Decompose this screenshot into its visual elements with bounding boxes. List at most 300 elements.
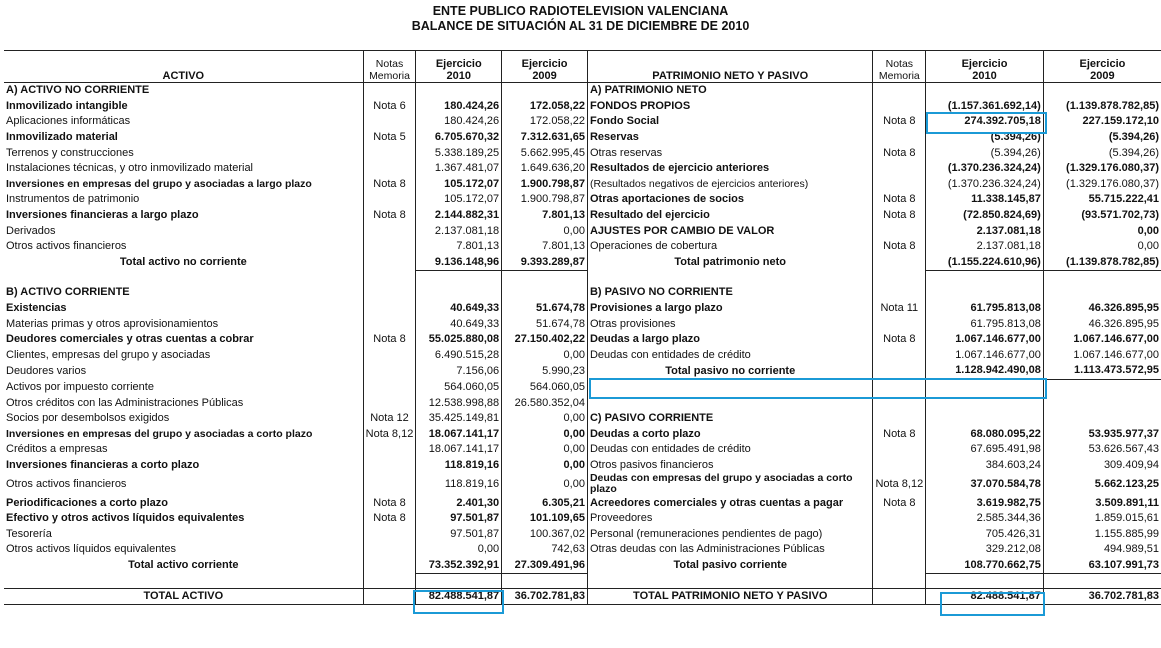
activo-value-2010: 564.060,05	[416, 379, 502, 395]
pasivo-value-2009	[1043, 395, 1161, 411]
pasivo-value-2010: 705.426,31	[926, 526, 1044, 542]
empty-cell	[587, 271, 873, 286]
pasivo-nota	[873, 589, 926, 605]
activo-value-2009: 0,00	[502, 473, 588, 495]
pasivo-value-2009: 309.409,94	[1043, 458, 1161, 474]
pasivo-value-2010: 3.619.982,75	[926, 495, 1044, 511]
table-row	[4, 473, 1161, 495]
pasivo-nota	[873, 542, 926, 558]
activo-value-2010: 180.424,26	[416, 114, 502, 130]
activo-value-2009: 101.109,65	[502, 511, 588, 527]
empty-cell	[1043, 271, 1161, 286]
pasivo-label: Proveedores	[587, 511, 873, 527]
pasivo-nota	[873, 255, 926, 271]
activo-header: ACTIVO	[4, 51, 363, 83]
table-row	[4, 495, 1161, 511]
pasivo-label: Deudas con entidades de crédito	[587, 442, 873, 458]
activo-value-2009	[502, 83, 588, 99]
pasivo-value-2010: 67.695.491,98	[926, 442, 1044, 458]
table-row	[4, 255, 1161, 271]
pasivo-value-2010: (1.370.236.324,24)	[926, 161, 1044, 177]
activo-nota: Nota 6	[363, 99, 416, 115]
table-row	[4, 558, 1161, 574]
pasivo-nota: Nota 8	[873, 426, 926, 442]
activo-value-2010: 118.819,16	[416, 473, 502, 495]
pasivo-value-2009: 1.859.015,61	[1043, 511, 1161, 527]
pasivo-label: Deudas a largo plazo	[587, 332, 873, 348]
ejercicio-2010-header: Ejercicio 2010	[926, 51, 1044, 83]
pasivo-nota	[873, 526, 926, 542]
activo-label: Otros activos financieros	[6, 240, 127, 253]
pasivo-value-2010: 37.070.584,78	[926, 473, 1044, 495]
activo-nota	[363, 285, 416, 301]
pasivo-value-2009: 46.326.895,95	[1043, 316, 1161, 332]
activo-value-2010: 97.501,87	[416, 526, 502, 542]
activo-value-2009: 0,00	[502, 442, 588, 458]
activo-label: Total activo no corriente	[119, 256, 247, 269]
pasivo-label: B) PASIVO NO CORRIENTE	[587, 285, 873, 301]
pasivo-nota: Nota 8	[873, 192, 926, 208]
activo-nota	[363, 114, 416, 130]
pasivo-nota: Nota 8	[873, 208, 926, 224]
empty-cell	[926, 271, 1044, 286]
pasivo-label: Deudas a corto plazo	[587, 426, 873, 442]
pasivo-nota	[873, 130, 926, 146]
pasivo-label: Resultado del ejercicio	[587, 208, 873, 224]
activo-value-2009: 27.150.402,22	[502, 332, 588, 348]
pasivo-value-2009: 227.159.172,10	[1043, 114, 1161, 130]
activo-value-2010: 18.067.141,17	[416, 442, 502, 458]
activo-nota: Nota 8	[363, 495, 416, 511]
pasivo-header: PATRIMONIO NETO Y PASIVO	[587, 51, 873, 83]
empty-cell	[502, 271, 588, 286]
activo-value-2010: 1.367.481,07	[416, 161, 502, 177]
notas-header: Notas Memoria	[873, 51, 926, 83]
table-row	[4, 301, 1161, 317]
activo-nota	[363, 255, 416, 271]
pasivo-value-2010: 11.338.145,87	[926, 192, 1044, 208]
pasivo-label: Provisiones a largo plazo	[587, 301, 873, 317]
empty-cell	[416, 271, 502, 286]
pasivo-value-2009	[1043, 411, 1161, 427]
activo-nota: Nota 8	[363, 332, 416, 348]
pasivo-nota	[873, 348, 926, 364]
empty-cell	[363, 271, 416, 286]
pasivo-label: FONDOS PROPIOS	[587, 99, 873, 115]
pasivo-label: Deudas con empresas del grupo y asociadas a corto plazo	[587, 473, 873, 495]
table-row	[4, 395, 1161, 411]
activo-value-2009: 6.305,21	[502, 495, 588, 511]
activo-value-2009: 51.674,78	[502, 316, 588, 332]
activo-value-2010: 6.490.515,28	[416, 348, 502, 364]
pasivo-nota	[873, 458, 926, 474]
pasivo-label: C) PASIVO CORRIENTE	[587, 411, 873, 427]
ejercicio-2009-header: Ejercicio 2009	[502, 51, 588, 83]
table-row	[4, 161, 1161, 177]
table-row	[4, 458, 1161, 474]
pasivo-nota: Nota 8	[873, 332, 926, 348]
notas-header: Notas Memoria	[363, 51, 416, 83]
activo-value-2009: 172.058,22	[502, 114, 588, 130]
pasivo-label: Deudas con entidades de crédito	[587, 348, 873, 364]
pasivo-value-2009: 3.509.891,11	[1043, 495, 1161, 511]
pasivo-value-2009: 1.113.473.572,95	[1043, 363, 1161, 379]
empty-cell	[873, 271, 926, 286]
pasivo-value-2009: (1.329.176.080,37)	[1043, 177, 1161, 193]
pasivo-value-2009: 53.935.977,37	[1043, 426, 1161, 442]
activo-nota: Nota 8,12	[363, 426, 416, 442]
pasivo-label	[587, 395, 873, 411]
empty-cell	[502, 574, 588, 589]
activo-nota	[363, 223, 416, 239]
pasivo-label: Otras deudas con las Administraciones Públicas	[587, 542, 873, 558]
table-row	[4, 589, 1161, 605]
table-row	[4, 316, 1161, 332]
table-row	[4, 526, 1161, 542]
activo-value-2009: 172.058,22	[502, 99, 588, 115]
activo-value-2009: 5.990,23	[502, 363, 588, 379]
table-row	[4, 363, 1161, 379]
table-row	[4, 442, 1161, 458]
activo-nota	[363, 301, 416, 317]
activo-label: TOTAL ACTIVO	[4, 589, 363, 605]
table-row	[4, 271, 1161, 286]
activo-nota	[363, 363, 416, 379]
table-row	[4, 542, 1161, 558]
pasivo-value-2010: (1.370.236.324,24)	[926, 177, 1044, 193]
activo-label: Existencias	[6, 302, 67, 315]
activo-nota	[363, 542, 416, 558]
pasivo-value-2010: 384.603,24	[926, 458, 1044, 474]
activo-nota	[363, 473, 416, 495]
pasivo-value-2009: 1.067.146.677,00	[1043, 332, 1161, 348]
pasivo-value-2010: (1.155.224.610,96)	[926, 255, 1044, 271]
empty-cell	[4, 271, 363, 286]
table-row	[4, 332, 1161, 348]
activo-nota	[363, 239, 416, 255]
pasivo-nota: Nota 8	[873, 239, 926, 255]
pasivo-value-2010: 2.585.344,36	[926, 511, 1044, 527]
activo-label: Otros créditos con las Administraciones Públicas	[6, 396, 244, 409]
activo-value-2009: 0,00	[502, 348, 588, 364]
table-row	[4, 285, 1161, 301]
pasivo-label: Total pasivo corriente	[587, 558, 873, 574]
pasivo-label: Otras provisiones	[587, 316, 873, 332]
pasivo-value-2010: 1.067.146.677,00	[926, 348, 1044, 364]
pasivo-value-2010: 68.080.095,22	[926, 426, 1044, 442]
activo-label: B) ACTIVO CORRIENTE	[6, 286, 130, 299]
pasivo-value-2010: 1.067.146.677,00	[926, 332, 1044, 348]
activo-value-2010: 2.401,30	[416, 495, 502, 511]
activo-label: Otros activos financieros	[6, 477, 127, 490]
activo-nota	[363, 558, 416, 574]
empty-cell	[1043, 574, 1161, 589]
pasivo-value-2010: (1.157.361.692,14)	[926, 99, 1044, 115]
activo-value-2010: 5.338.189,25	[416, 145, 502, 161]
activo-nota	[363, 192, 416, 208]
activo-label: Tesorería	[6, 527, 52, 540]
pasivo-value-2009	[1043, 285, 1161, 301]
activo-value-2010: 0,00	[416, 542, 502, 558]
pasivo-value-2009: 46.326.895,95	[1043, 301, 1161, 317]
document-title: ENTE PUBLICO RADIOTELEVISION VALENCIANA	[432, 4, 729, 18]
activo-nota: Nota 8	[363, 511, 416, 527]
empty-cell	[4, 574, 363, 589]
pasivo-label: AJUSTES POR CAMBIO DE VALOR	[587, 223, 873, 239]
activo-value-2010: 82.488.541,87	[416, 589, 502, 605]
activo-value-2010: 118.819,16	[416, 458, 502, 474]
activo-value-2009	[502, 285, 588, 301]
pasivo-value-2010	[926, 411, 1044, 427]
table-row	[4, 177, 1161, 193]
activo-value-2009: 51.674,78	[502, 301, 588, 317]
pasivo-label: Operaciones de cobertura	[587, 239, 873, 255]
pasivo-value-2009: 36.702.781,83	[1043, 589, 1161, 605]
activo-nota	[363, 442, 416, 458]
empty-cell	[363, 574, 416, 589]
pasivo-nota	[873, 83, 926, 99]
pasivo-nota	[873, 223, 926, 239]
pasivo-nota: Nota 8	[873, 114, 926, 130]
activo-value-2010: 12.538.998,88	[416, 395, 502, 411]
activo-value-2010: 7.156,06	[416, 363, 502, 379]
activo-nota: Nota 12	[363, 411, 416, 427]
activo-value-2010: 40.649,33	[416, 316, 502, 332]
activo-value-2010	[416, 285, 502, 301]
pasivo-value-2010	[926, 83, 1044, 99]
pasivo-value-2010	[926, 285, 1044, 301]
activo-value-2009: 7.312.631,65	[502, 130, 588, 146]
table-row	[4, 348, 1161, 364]
activo-label: Deudores comerciales y otras cuentas a cobrar	[6, 333, 254, 346]
pasivo-label: Otras reservas	[587, 145, 873, 161]
table-row	[4, 192, 1161, 208]
activo-label: Aplicaciones informáticas	[6, 115, 131, 128]
activo-value-2009: 26.580.352,04	[502, 395, 588, 411]
activo-value-2009: 742,63	[502, 542, 588, 558]
pasivo-nota	[873, 363, 926, 379]
pasivo-value-2010: 1.128.942.490,08	[926, 363, 1044, 379]
pasivo-label: (Resultados negativos de ejercicios anteriores)	[587, 177, 873, 193]
pasivo-nota	[873, 316, 926, 332]
activo-value-2010: 73.352.392,91	[416, 558, 502, 574]
pasivo-value-2010: 108.770.662,75	[926, 558, 1044, 574]
activo-value-2010: 55.025.880,08	[416, 332, 502, 348]
pasivo-nota	[873, 511, 926, 527]
pasivo-value-2009: (5.394,26)	[1043, 145, 1161, 161]
table-row	[4, 574, 1161, 589]
activo-label: Créditos a empresas	[6, 443, 108, 456]
pasivo-nota	[873, 379, 926, 395]
activo-label: Clientes, empresas del grupo y asociadas	[6, 348, 211, 361]
pasivo-value-2010: 61.795.813,08	[926, 316, 1044, 332]
activo-label: Socios por desembolsos exigidos	[6, 412, 170, 425]
activo-value-2009: 27.309.491,96	[502, 558, 588, 574]
pasivo-label: Otros pasivos financieros	[587, 458, 873, 474]
table-row	[4, 511, 1161, 527]
activo-value-2010: 40.649,33	[416, 301, 502, 317]
activo-label: Terrenos y construcciones	[6, 146, 134, 159]
pasivo-nota	[873, 442, 926, 458]
pasivo-value-2010: 2.137.081,18	[926, 239, 1044, 255]
pasivo-label	[587, 379, 873, 395]
activo-value-2009: 1.900.798,87	[502, 192, 588, 208]
ejercicio-2009-header: Ejercicio 2009	[1043, 51, 1161, 83]
empty-cell	[587, 574, 873, 589]
pasivo-label: Total patrimonio neto	[587, 255, 873, 271]
pasivo-nota	[873, 285, 926, 301]
pasivo-value-2010: 61.795.813,08	[926, 301, 1044, 317]
pasivo-label: TOTAL PATRIMONIO NETO Y PASIVO	[587, 589, 873, 605]
pasivo-nota	[873, 177, 926, 193]
activo-nota	[363, 458, 416, 474]
table-row	[4, 239, 1161, 255]
activo-label: Materias primas y otros aprovisionamientos	[6, 317, 219, 330]
activo-value-2010: 105.172,07	[416, 177, 502, 193]
activo-value-2010: 6.705.670,32	[416, 130, 502, 146]
table-row	[4, 208, 1161, 224]
pasivo-nota	[873, 161, 926, 177]
activo-value-2010: 18.067.141,17	[416, 426, 502, 442]
pasivo-label: A) PATRIMONIO NETO	[587, 83, 873, 99]
activo-label: Deudores varios	[6, 364, 87, 377]
activo-label: Inversiones en empresas del grupo y asociadas a corto plazo	[6, 427, 313, 440]
activo-label: Instalaciones técnicas, y otro inmovilizado material	[6, 162, 254, 175]
activo-label: Derivados	[6, 224, 56, 237]
pasivo-nota: Nota 8	[873, 145, 926, 161]
pasivo-label: Total pasivo no corriente	[587, 363, 873, 379]
table-row	[4, 223, 1161, 239]
activo-value-2009: 0,00	[502, 223, 588, 239]
activo-value-2010: 180.424,26	[416, 99, 502, 115]
pasivo-value-2009	[1043, 83, 1161, 99]
activo-nota: Nota 8	[363, 177, 416, 193]
empty-cell	[926, 574, 1044, 589]
activo-value-2010: 9.136.148,96	[416, 255, 502, 271]
activo-value-2009: 7.801,13	[502, 208, 588, 224]
activo-value-2010: 105.172,07	[416, 192, 502, 208]
table-row	[4, 379, 1161, 395]
ejercicio-2010-header: Ejercicio 2010	[416, 51, 502, 83]
pasivo-label: Fondo Social	[587, 114, 873, 130]
table-row	[4, 83, 1161, 99]
activo-nota: Nota 8	[363, 208, 416, 224]
pasivo-value-2009: (1.139.878.782,85)	[1043, 255, 1161, 271]
activo-value-2009: 1.900.798,87	[502, 177, 588, 193]
pasivo-value-2009: 1.155.885,99	[1043, 526, 1161, 542]
activo-value-2009: 7.801,13	[502, 239, 588, 255]
table-row	[4, 426, 1161, 442]
pasivo-value-2009: 53.626.567,43	[1043, 442, 1161, 458]
pasivo-value-2009: 0,00	[1043, 223, 1161, 239]
activo-value-2009: 0,00	[502, 458, 588, 474]
activo-value-2010: 35.425.149,81	[416, 411, 502, 427]
activo-label: Periodificaciones a corto plazo	[6, 496, 168, 509]
table-row	[4, 130, 1161, 146]
table-row	[4, 99, 1161, 115]
pasivo-label: Personal (remuneraciones pendientes de pago)	[587, 526, 873, 542]
activo-nota	[363, 83, 416, 99]
activo-nota	[363, 316, 416, 332]
table-row	[4, 145, 1161, 161]
activo-label: Inversiones financieras a corto plazo	[6, 458, 200, 471]
pasivo-value-2010: 2.137.081,18	[926, 223, 1044, 239]
activo-value-2009: 100.367,02	[502, 526, 588, 542]
activo-value-2009: 564.060,05	[502, 379, 588, 395]
activo-label: Instrumentos de patrimonio	[6, 193, 140, 206]
activo-value-2009: 9.393.289,87	[502, 255, 588, 271]
activo-nota: Nota 5	[363, 130, 416, 146]
pasivo-value-2009: 1.067.146.677,00	[1043, 348, 1161, 364]
pasivo-value-2009: (5.394,26)	[1043, 130, 1161, 146]
activo-value-2010: 97.501,87	[416, 511, 502, 527]
pasivo-value-2009: (93.571.702,73)	[1043, 208, 1161, 224]
pasivo-value-2009: (1.329.176.080,37)	[1043, 161, 1161, 177]
pasivo-value-2010	[926, 395, 1044, 411]
activo-label: Inversiones financieras a largo plazo	[6, 209, 199, 222]
activo-label: Otros activos líquidos equivalentes	[6, 543, 176, 556]
activo-value-2010: 2.144.882,31	[416, 208, 502, 224]
pasivo-nota: Nota 11	[873, 301, 926, 317]
pasivo-value-2009: 55.715.222,41	[1043, 192, 1161, 208]
activo-label: Total activo corriente	[128, 559, 239, 572]
pasivo-value-2009: 0,00	[1043, 239, 1161, 255]
pasivo-value-2010: (5.394,26)	[926, 130, 1044, 146]
activo-value-2009: 0,00	[502, 426, 588, 442]
activo-value-2010: 2.137.081,18	[416, 223, 502, 239]
activo-label: Inversiones en empresas del grupo y asociadas a largo plazo	[6, 177, 312, 190]
table-row	[4, 411, 1161, 427]
pasivo-nota	[873, 99, 926, 115]
activo-value-2009: 36.702.781,83	[502, 589, 588, 605]
pasivo-nota: Nota 8	[873, 495, 926, 511]
activo-nota	[363, 526, 416, 542]
pasivo-label: Resultados de ejercicio anteriores	[587, 161, 873, 177]
activo-label: Activos por impuesto corriente	[6, 380, 154, 393]
pasivo-label: Acreedores comerciales y otras cuentas a pagar	[587, 495, 873, 511]
table-row	[4, 114, 1161, 130]
pasivo-nota	[873, 558, 926, 574]
pasivo-value-2009: 5.662.123,25	[1043, 473, 1161, 495]
pasivo-value-2010	[926, 379, 1044, 395]
pasivo-value-2010: 329.212,08	[926, 542, 1044, 558]
pasivo-value-2009: 63.107.991,73	[1043, 558, 1161, 574]
activo-nota	[363, 379, 416, 395]
activo-value-2009: 5.662.995,45	[502, 145, 588, 161]
pasivo-label: Otras aportaciones de socios	[587, 192, 873, 208]
pasivo-value-2010: 274.392.705,18	[926, 114, 1044, 130]
pasivo-nota: Nota 8,12	[873, 473, 926, 495]
activo-label: A) ACTIVO NO CORRIENTE	[6, 84, 150, 97]
pasivo-value-2010: (5.394,26)	[926, 145, 1044, 161]
activo-nota	[363, 145, 416, 161]
activo-nota	[363, 348, 416, 364]
activo-value-2010	[416, 83, 502, 99]
pasivo-label: Reservas	[587, 130, 873, 146]
pasivo-nota	[873, 411, 926, 427]
empty-cell	[416, 574, 502, 589]
activo-nota	[363, 395, 416, 411]
activo-value-2010: 7.801,13	[416, 239, 502, 255]
pasivo-value-2009	[1043, 379, 1161, 395]
pasivo-value-2010: (72.850.824,69)	[926, 208, 1044, 224]
pasivo-value-2009: 494.989,51	[1043, 542, 1161, 558]
pasivo-nota	[873, 395, 926, 411]
activo-nota	[363, 589, 416, 605]
document-subtitle: BALANCE DE SITUACIÓN AL 31 DE DICIEMBRE DE 2010	[411, 19, 750, 33]
activo-label: Inmovilizado intangible	[6, 99, 128, 112]
activo-label: Efectivo y otros activos líquidos equivalentes	[6, 512, 245, 525]
